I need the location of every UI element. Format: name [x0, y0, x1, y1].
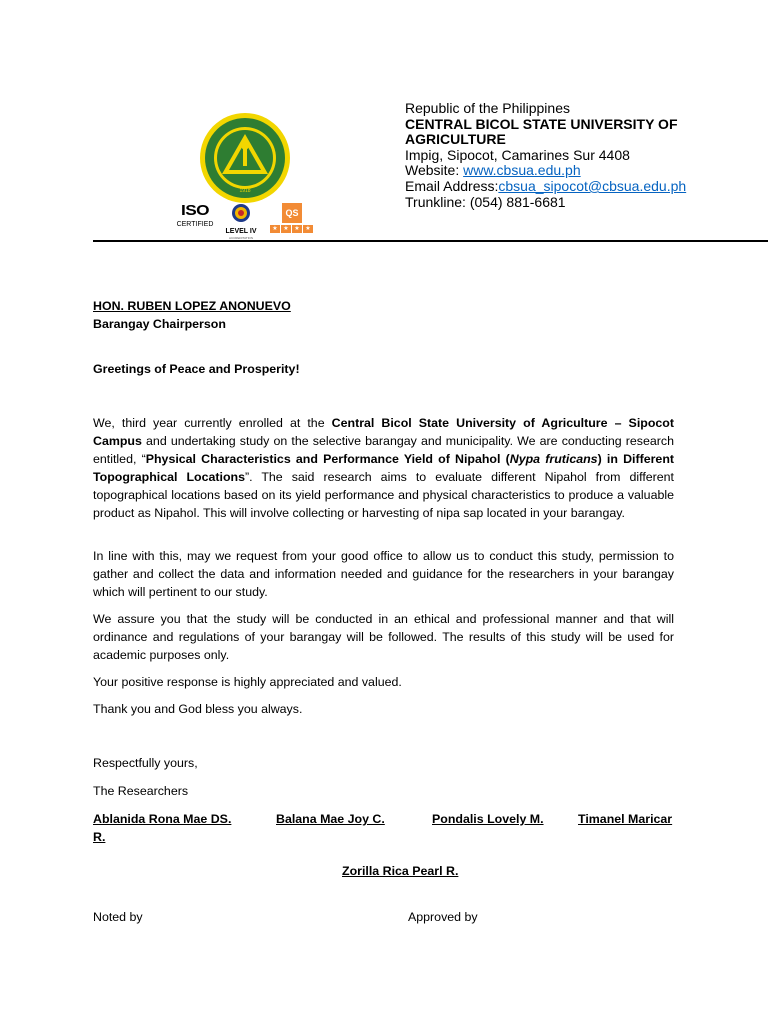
researcher-name: Zorilla Rica Pearl R.	[342, 864, 459, 878]
qs-star-rating	[270, 225, 314, 233]
iso-badge-text: ISO	[181, 202, 209, 219]
researcher-name-continued: R.	[93, 830, 106, 844]
star-icon: ★	[303, 225, 313, 233]
level-iv-badge	[221, 203, 261, 240]
website-link[interactable]: www.cbsua.edu.ph	[463, 162, 581, 179]
iso-certified-badge	[175, 203, 215, 229]
level-badge-text: LEVEL IV	[225, 228, 257, 235]
noted-by-label: Noted by	[93, 910, 143, 924]
researcher-name: Balana Mae Joy C.	[276, 812, 385, 826]
star-icon: ★	[292, 225, 302, 233]
email-label: Email Address:	[405, 177, 499, 194]
republic-line: Republic of the Philippines	[405, 100, 570, 116]
university-name-line1: CENTRAL BICOL STATE UNIVERSITY OF	[405, 115, 678, 132]
body-paragraph-4: Your positive response is highly appreciated and valued.	[93, 675, 402, 689]
researcher-name: Timanel Maricar	[578, 812, 673, 826]
trunkline-line: Trunkline: (054) 881-6681	[405, 193, 566, 210]
signers-label: The Researchers	[93, 784, 189, 798]
header-divider	[93, 240, 768, 242]
star-icon: ★	[281, 225, 291, 233]
accreditation-emblem-icon	[231, 203, 251, 223]
email-link[interactable]: cbsua_sipocot@cbsua.edu.ph	[498, 177, 687, 194]
recipient-name: HON. RUBEN LOPEZ ANONUEVO	[93, 299, 291, 313]
svg-text:1918: 1918	[239, 188, 251, 194]
body-paragraph-1: We, third year currently enrolled at the Central Bicol State University of Agriculture – Sipocot Campus and undertaking study on the selective barangay and municipality. We are conducting research entitled, “Physical Characteristics and Performance Yield of Nipahol (Nypa fruticans) in Different Topographical Locations”. The said research aims to evaluate different Nipahol from different topographical locations based on its yield performance and physical characteristics to produce a valuable product as Nipahol. This will involve collecting or harvesting of nipa sap located in your barangay.	[93, 416, 675, 520]
email-line	[405, 179, 686, 195]
qs-badge-text: QS	[282, 203, 302, 223]
star-icon: ★	[270, 225, 280, 233]
body-paragraph-2: In line with this, may we request from your good office to allow us to conduct this study, permission to gather and collect the data and information needed and guidance for the researchers in your barangay which will pertinent to our study.	[93, 549, 674, 599]
researcher-name: Ablanida Rona Mae DS.	[93, 812, 232, 826]
level-badge-subtext: ACCREDITATION	[228, 236, 254, 240]
university-name-line2: AGRICULTURE	[405, 131, 506, 148]
recipient-title: Barangay Chairperson	[93, 317, 226, 331]
greeting: Greetings of Peace and Prosperity!	[93, 362, 300, 376]
iso-badge-subtext: CERTIFIED	[176, 221, 214, 228]
closing: Respectfully yours,	[93, 756, 198, 770]
body-paragraph-5: Thank you and God bless you always.	[93, 702, 303, 716]
website-label: Website:	[405, 162, 464, 179]
university-seal-logo	[199, 112, 291, 204]
address-line: Impig, Sipocot, Camarines Sur 4408	[405, 146, 630, 163]
website-line	[405, 163, 686, 179]
body-paragraph-3: We assure you that the study will be conducted in an ethical and professional manner and that will ordinance and regulations of your barangay will be followed. The results of this study will be used for academic purposes only.	[93, 612, 674, 662]
letterhead-info	[405, 101, 686, 210]
approved-by-label: Approved by	[408, 910, 478, 924]
qs-stars-badge	[270, 203, 314, 233]
researcher-name: Pondalis Lovely M.	[432, 812, 544, 826]
